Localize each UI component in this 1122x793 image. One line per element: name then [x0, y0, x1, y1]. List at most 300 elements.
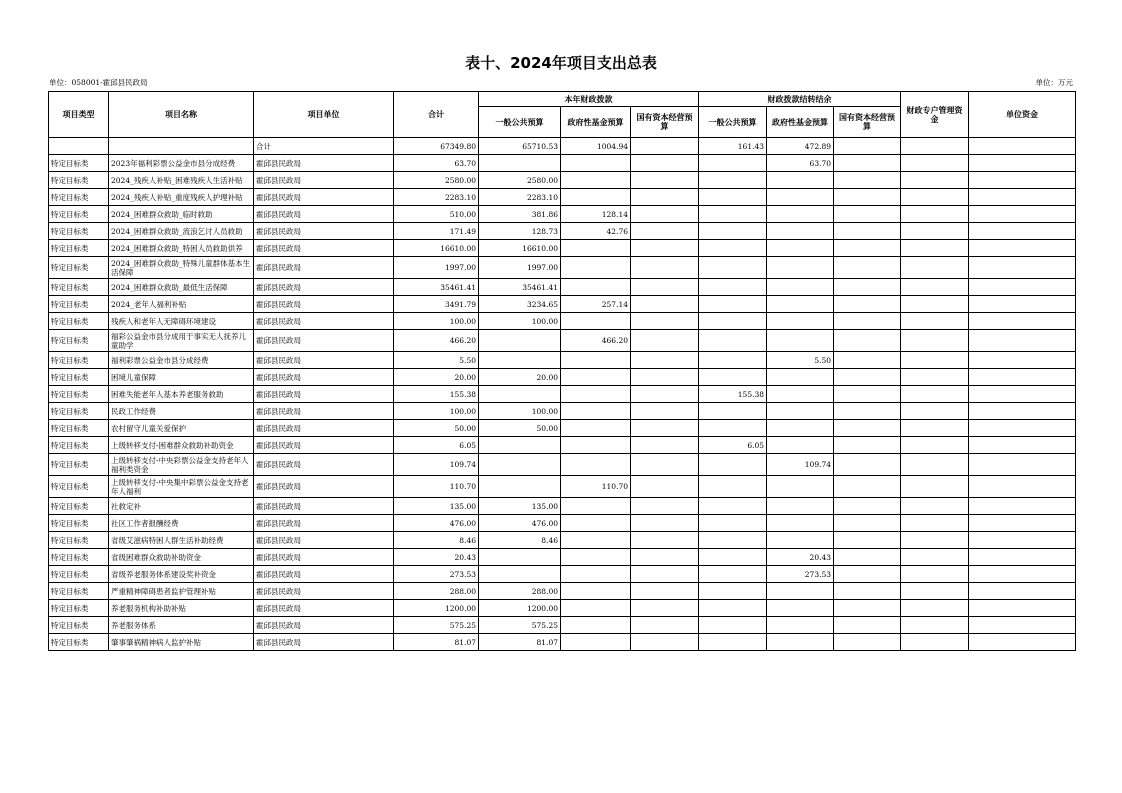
cell-own — [969, 617, 1076, 634]
cell-project-name: 上级转移支付-中央彩票公益金支持老年人福利类资金 — [109, 454, 254, 476]
cell-cur-state — [631, 454, 699, 476]
cell-total: 35461.41 — [394, 279, 479, 296]
cell-own — [969, 279, 1076, 296]
cell-own — [969, 454, 1076, 476]
table-row — [49, 330, 1076, 352]
cell-carry-gov-fund: 109.74 — [767, 454, 834, 476]
cell-project-type: 特定目标类 — [49, 420, 109, 437]
cell-special — [901, 476, 969, 498]
cell-project-unit: 霍邱县民政局 — [254, 403, 394, 420]
cell-cur-state — [631, 600, 699, 617]
unit-currency-label: 单位：万元 — [1035, 78, 1073, 87]
cell-project-type: 特定目标类 — [49, 454, 109, 476]
cell-project-type: 特定目标类 — [49, 330, 109, 352]
cell-project-unit: 霍邱县民政局 — [254, 532, 394, 549]
cell-cur-general: 2283.10 — [479, 189, 561, 206]
table-row — [49, 634, 1076, 651]
cell-cur-general — [479, 330, 561, 352]
cell-special — [901, 296, 969, 313]
cell-cur-state — [631, 240, 699, 257]
cell-cur-general: 2580.00 — [479, 172, 561, 189]
cell-special — [901, 240, 969, 257]
header-current-gov-fund: 政府性基金预算 — [561, 107, 631, 138]
cell-total: 100.00 — [394, 313, 479, 330]
cell-carry-gov-fund — [767, 476, 834, 498]
cell-carry-gov-fund — [767, 515, 834, 532]
cell-project-unit: 霍邱县民政局 — [254, 549, 394, 566]
cell-carry-state — [834, 454, 901, 476]
cell-cur-general: 128.73 — [479, 223, 561, 240]
cell-project-unit: 霍邱县民政局 — [254, 386, 394, 403]
cell-cur-state — [631, 206, 699, 223]
cell-cur-state — [631, 313, 699, 330]
table-row — [49, 240, 1076, 257]
cell-cur-gov-fund — [561, 386, 631, 403]
cell-carry-gov-fund — [767, 223, 834, 240]
cell-carry-gov-fund — [767, 296, 834, 313]
cell-carry-state — [834, 279, 901, 296]
cell-cur-general — [479, 352, 561, 369]
cell-cur-gov-fund — [561, 313, 631, 330]
cell-special — [901, 515, 969, 532]
cell-cur-state — [631, 386, 699, 403]
cell-carry-general — [699, 498, 767, 515]
cell-carry-general — [699, 420, 767, 437]
cell-carry-state — [834, 566, 901, 583]
cell-project-name: 残疾人和老年人无障碍环境建设 — [109, 313, 254, 330]
cell-total: 273.53 — [394, 566, 479, 583]
cell-cur-general: 100.00 — [479, 313, 561, 330]
cell-carry-general — [699, 454, 767, 476]
cell-special — [901, 403, 969, 420]
cell-carry-general — [699, 566, 767, 583]
cell-cur-gov-fund: 466.20 — [561, 330, 631, 352]
cell-project-name: 省级困难群众救助补助资金 — [109, 549, 254, 566]
cell-carry-gov-fund — [767, 369, 834, 386]
cell-cur-gov-fund — [561, 420, 631, 437]
cell-total: 8.46 — [394, 532, 479, 549]
cell-own — [969, 549, 1076, 566]
cell-carry-gov-fund — [767, 386, 834, 403]
cell-own — [969, 257, 1076, 279]
cell-project-type: 特定目标类 — [49, 352, 109, 369]
total-row-label: 合计 — [254, 138, 394, 155]
table-row — [49, 206, 1076, 223]
cell-own — [969, 600, 1076, 617]
cell-total: 510.00 — [394, 206, 479, 223]
cell-cur-state — [631, 330, 699, 352]
cell-carry-state — [834, 330, 901, 352]
cell-project-unit: 霍邱县民政局 — [254, 206, 394, 223]
cell-own — [969, 223, 1076, 240]
cell-carry-gov-fund — [767, 437, 834, 454]
unit-department-label: 单位：058001-霍邱县民政局 — [49, 78, 148, 87]
cell-project-unit: 霍邱县民政局 — [254, 369, 394, 386]
cell-own — [969, 369, 1076, 386]
cell-carry-state — [834, 634, 901, 651]
cell-own — [969, 296, 1076, 313]
cell-total: 3491.79 — [394, 296, 479, 313]
cell-total: 110.70 — [394, 476, 479, 498]
table-row — [49, 498, 1076, 515]
header-carry-gov-fund: 政府性基金预算 — [767, 107, 834, 138]
cell-cur-state — [631, 403, 699, 420]
cell-project-name: 2024_困难群众救助_特困人员救助供养 — [109, 240, 254, 257]
total-row-name — [109, 138, 254, 155]
header-special-account: 财政专户管理资金 — [901, 92, 969, 138]
cell-carry-general — [699, 549, 767, 566]
cell-special — [901, 189, 969, 206]
total-row — [49, 138, 1076, 155]
cell-project-type: 特定目标类 — [49, 313, 109, 330]
cell-special — [901, 313, 969, 330]
cell-cur-gov-fund — [561, 279, 631, 296]
table-row — [49, 583, 1076, 600]
cell-carry-state — [834, 189, 901, 206]
cell-cur-general: 381.86 — [479, 206, 561, 223]
cell-project-name: 2024_困难群众救助_最低生活保障 — [109, 279, 254, 296]
cell-cur-state — [631, 257, 699, 279]
cell-own — [969, 437, 1076, 454]
cell-carry-state — [834, 369, 901, 386]
total-row-special — [901, 138, 969, 155]
cell-project-unit: 霍邱县民政局 — [254, 476, 394, 498]
cell-carry-state — [834, 515, 901, 532]
cell-carry-state — [834, 257, 901, 279]
cell-own — [969, 313, 1076, 330]
cell-project-type: 特定目标类 — [49, 532, 109, 549]
cell-carry-general — [699, 313, 767, 330]
cell-own — [969, 172, 1076, 189]
cell-cur-general: 575.25 — [479, 617, 561, 634]
total-row-carry-gov-fund: 472.89 — [767, 138, 834, 155]
cell-project-unit: 霍邱县民政局 — [254, 600, 394, 617]
cell-project-name: 困难失能老年人基本养老服务救助 — [109, 386, 254, 403]
cell-carry-gov-fund: 5.50 — [767, 352, 834, 369]
cell-carry-state — [834, 617, 901, 634]
cell-special — [901, 437, 969, 454]
cell-special — [901, 386, 969, 403]
cell-project-unit: 霍邱县民政局 — [254, 279, 394, 296]
cell-project-type: 特定目标类 — [49, 386, 109, 403]
table-row — [49, 155, 1076, 172]
cell-cur-state — [631, 549, 699, 566]
cell-cur-state — [631, 296, 699, 313]
cell-cur-gov-fund — [561, 634, 631, 651]
cell-cur-general: 1997.00 — [479, 257, 561, 279]
cell-project-name: 福利彩票公益金市县分成经费 — [109, 352, 254, 369]
cell-carry-general — [699, 634, 767, 651]
cell-own — [969, 476, 1076, 498]
cell-total: 5.50 — [394, 352, 479, 369]
total-row-total: 67349.80 — [394, 138, 479, 155]
cell-carry-state — [834, 240, 901, 257]
cell-cur-state — [631, 532, 699, 549]
cell-cur-gov-fund — [561, 155, 631, 172]
cell-carry-gov-fund — [767, 532, 834, 549]
cell-cur-general: 8.46 — [479, 532, 561, 549]
cell-carry-state — [834, 600, 901, 617]
cell-cur-state — [631, 155, 699, 172]
cell-carry-state — [834, 206, 901, 223]
cell-carry-gov-fund — [767, 498, 834, 515]
cell-project-unit: 霍邱县民政局 — [254, 634, 394, 651]
cell-carry-state — [834, 352, 901, 369]
cell-carry-general — [699, 223, 767, 240]
cell-own — [969, 240, 1076, 257]
cell-cur-gov-fund — [561, 549, 631, 566]
cell-carry-gov-fund: 273.53 — [767, 566, 834, 583]
cell-project-type: 特定目标类 — [49, 437, 109, 454]
cell-project-type: 特定目标类 — [49, 279, 109, 296]
table-row — [49, 437, 1076, 454]
cell-own — [969, 386, 1076, 403]
cell-special — [901, 600, 969, 617]
cell-project-unit: 霍邱县民政局 — [254, 420, 394, 437]
cell-project-unit: 霍邱县民政局 — [254, 515, 394, 532]
cell-carry-state — [834, 420, 901, 437]
cell-carry-gov-fund: 63.70 — [767, 155, 834, 172]
cell-cur-gov-fund: 257.14 — [561, 296, 631, 313]
header-carry-general: 一般公共预算 — [699, 107, 767, 138]
cell-cur-state — [631, 498, 699, 515]
cell-project-name: 上级转移支付-中央集中彩票公益金支持老年人福利 — [109, 476, 254, 498]
cell-carry-general — [699, 583, 767, 600]
cell-project-name: 2023年福利彩票公益金市县分成经费 — [109, 155, 254, 172]
cell-cur-gov-fund — [561, 532, 631, 549]
header-project-name: 项目名称 — [109, 92, 254, 138]
cell-own — [969, 566, 1076, 583]
cell-cur-general — [479, 566, 561, 583]
cell-carry-gov-fund — [767, 420, 834, 437]
cell-cur-general: 81.07 — [479, 634, 561, 651]
cell-cur-state — [631, 566, 699, 583]
cell-carry-state — [834, 313, 901, 330]
cell-project-type: 特定目标类 — [49, 617, 109, 634]
cell-cur-gov-fund — [561, 437, 631, 454]
cell-cur-general: 1200.00 — [479, 600, 561, 617]
cell-special — [901, 257, 969, 279]
cell-cur-state — [631, 369, 699, 386]
table-row — [49, 420, 1076, 437]
cell-project-unit: 霍邱县民政局 — [254, 257, 394, 279]
cell-project-name: 农村留守儿童关爱保护 — [109, 420, 254, 437]
cell-cur-state — [631, 189, 699, 206]
cell-project-unit: 霍邱县民政局 — [254, 498, 394, 515]
cell-special — [901, 532, 969, 549]
cell-project-unit: 霍邱县民政局 — [254, 155, 394, 172]
cell-cur-gov-fund — [561, 454, 631, 476]
cell-cur-general: 35461.41 — [479, 279, 561, 296]
cell-project-name: 社区工作者报酬经费 — [109, 515, 254, 532]
cell-project-unit: 霍邱县民政局 — [254, 223, 394, 240]
cell-cur-gov-fund: 110.70 — [561, 476, 631, 498]
cell-project-unit: 霍邱县民政局 — [254, 296, 394, 313]
cell-project-name: 上级转移支付-困难群众救助补助资金 — [109, 437, 254, 454]
cell-project-name: 2024_困难群众救助_临时救助 — [109, 206, 254, 223]
cell-carry-general — [699, 296, 767, 313]
cell-carry-state — [834, 549, 901, 566]
cell-carry-gov-fund — [767, 313, 834, 330]
cell-project-unit: 霍邱县民政局 — [254, 240, 394, 257]
page-title: 表十、2024年项目支出总表 — [465, 54, 657, 72]
cell-carry-general — [699, 155, 767, 172]
total-row-carry-state — [834, 138, 901, 155]
cell-cur-gov-fund: 128.14 — [561, 206, 631, 223]
cell-carry-general — [699, 279, 767, 296]
cell-cur-gov-fund — [561, 498, 631, 515]
cell-total: 81.07 — [394, 634, 479, 651]
total-row-type — [49, 138, 109, 155]
cell-special — [901, 634, 969, 651]
cell-carry-general — [699, 532, 767, 549]
cell-special — [901, 279, 969, 296]
cell-carry-gov-fund — [767, 583, 834, 600]
cell-total: 135.00 — [394, 498, 479, 515]
cell-total: 288.00 — [394, 583, 479, 600]
cell-carry-gov-fund: 20.43 — [767, 549, 834, 566]
total-row-cur-state — [631, 138, 699, 155]
cell-project-type: 特定目标类 — [49, 515, 109, 532]
cell-project-unit: 霍邱县民政局 — [254, 189, 394, 206]
header-own-funds: 单位资金 — [969, 92, 1076, 138]
cell-cur-general: 476.00 — [479, 515, 561, 532]
cell-cur-gov-fund — [561, 566, 631, 583]
cell-cur-state — [631, 476, 699, 498]
cell-cur-gov-fund — [561, 369, 631, 386]
cell-own — [969, 420, 1076, 437]
cell-project-type: 特定目标类 — [49, 583, 109, 600]
cell-special — [901, 583, 969, 600]
cell-carry-state — [834, 437, 901, 454]
cell-project-name: 福彩公益金市县分成用于事实无人抚养儿童助学 — [109, 330, 254, 352]
cell-own — [969, 498, 1076, 515]
cell-carry-state — [834, 296, 901, 313]
table-row — [49, 515, 1076, 532]
cell-carry-general — [699, 617, 767, 634]
cell-total: 109.74 — [394, 454, 479, 476]
cell-project-type: 特定目标类 — [49, 155, 109, 172]
cell-cur-gov-fund — [561, 583, 631, 600]
cell-cur-gov-fund — [561, 257, 631, 279]
cell-own — [969, 403, 1076, 420]
cell-cur-general: 100.00 — [479, 403, 561, 420]
header-carryover-balance: 财政拨款结转结余 — [699, 92, 901, 107]
cell-carry-gov-fund — [767, 257, 834, 279]
cell-project-name: 民政工作经费 — [109, 403, 254, 420]
cell-project-type: 特定目标类 — [49, 172, 109, 189]
cell-project-type: 特定目标类 — [49, 206, 109, 223]
project-expenditure-table — [48, 91, 1076, 651]
cell-carry-general — [699, 600, 767, 617]
cell-carry-general: 155.38 — [699, 386, 767, 403]
cell-cur-state — [631, 515, 699, 532]
cell-carry-general — [699, 352, 767, 369]
cell-project-type: 特定目标类 — [49, 223, 109, 240]
table-row — [49, 566, 1076, 583]
cell-carry-gov-fund — [767, 206, 834, 223]
table-row — [49, 454, 1076, 476]
cell-cur-state — [631, 583, 699, 600]
cell-carry-gov-fund — [767, 240, 834, 257]
cell-cur-state — [631, 223, 699, 240]
table-row — [49, 549, 1076, 566]
cell-carry-general — [699, 515, 767, 532]
cell-project-name: 养老服务体系 — [109, 617, 254, 634]
cell-total: 100.00 — [394, 403, 479, 420]
total-row-cur-gov-fund: 1004.94 — [561, 138, 631, 155]
cell-cur-general — [479, 549, 561, 566]
cell-cur-state — [631, 172, 699, 189]
cell-own — [969, 532, 1076, 549]
cell-carry-gov-fund — [767, 634, 834, 651]
cell-project-type: 特定目标类 — [49, 549, 109, 566]
cell-carry-general — [699, 476, 767, 498]
cell-carry-state — [834, 223, 901, 240]
cell-carry-state — [834, 498, 901, 515]
cell-total: 6.05 — [394, 437, 479, 454]
cell-special — [901, 172, 969, 189]
cell-total: 63.70 — [394, 155, 479, 172]
cell-cur-gov-fund — [561, 600, 631, 617]
header-current-year-appropriation: 本年财政拨款 — [479, 92, 699, 107]
cell-total: 20.00 — [394, 369, 479, 386]
cell-carry-gov-fund — [767, 172, 834, 189]
cell-own — [969, 352, 1076, 369]
cell-project-type: 特定目标类 — [49, 369, 109, 386]
cell-own — [969, 634, 1076, 651]
cell-carry-state — [834, 583, 901, 600]
cell-project-name: 省级艾滋病特困人群生活补助经费 — [109, 532, 254, 549]
table-row — [49, 369, 1076, 386]
cell-cur-general: 3234.65 — [479, 296, 561, 313]
cell-project-name: 肇事肇祸精神病人监护补贴 — [109, 634, 254, 651]
table-row — [49, 223, 1076, 240]
cell-special — [901, 206, 969, 223]
cell-own — [969, 155, 1076, 172]
table-row — [49, 532, 1076, 549]
table-row — [49, 279, 1076, 296]
table-row — [49, 617, 1076, 634]
cell-project-name: 2024_困难群众救助_流浪乞讨人员救助 — [109, 223, 254, 240]
table-row — [49, 189, 1076, 206]
header-row-1 — [49, 92, 1076, 107]
cell-special — [901, 420, 969, 437]
cell-carry-gov-fund — [767, 279, 834, 296]
cell-total: 575.25 — [394, 617, 479, 634]
header-carry-state-capital: 国有资本经营预算 — [834, 107, 901, 138]
cell-special — [901, 352, 969, 369]
cell-special — [901, 617, 969, 634]
cell-cur-general — [479, 155, 561, 172]
cell-carry-general — [699, 403, 767, 420]
cell-own — [969, 206, 1076, 223]
cell-project-type: 特定目标类 — [49, 257, 109, 279]
cell-project-name: 社救定补 — [109, 498, 254, 515]
cell-total: 466.20 — [394, 330, 479, 352]
cell-special — [901, 566, 969, 583]
table-row — [49, 172, 1076, 189]
cell-total: 171.49 — [394, 223, 479, 240]
cell-project-type: 特定目标类 — [49, 600, 109, 617]
cell-carry-general — [699, 172, 767, 189]
cell-project-unit: 霍邱县民政局 — [254, 437, 394, 454]
cell-carry-state — [834, 532, 901, 549]
cell-project-unit: 霍邱县民政局 — [254, 313, 394, 330]
cell-cur-gov-fund — [561, 403, 631, 420]
cell-project-type: 特定目标类 — [49, 296, 109, 313]
cell-cur-state — [631, 279, 699, 296]
